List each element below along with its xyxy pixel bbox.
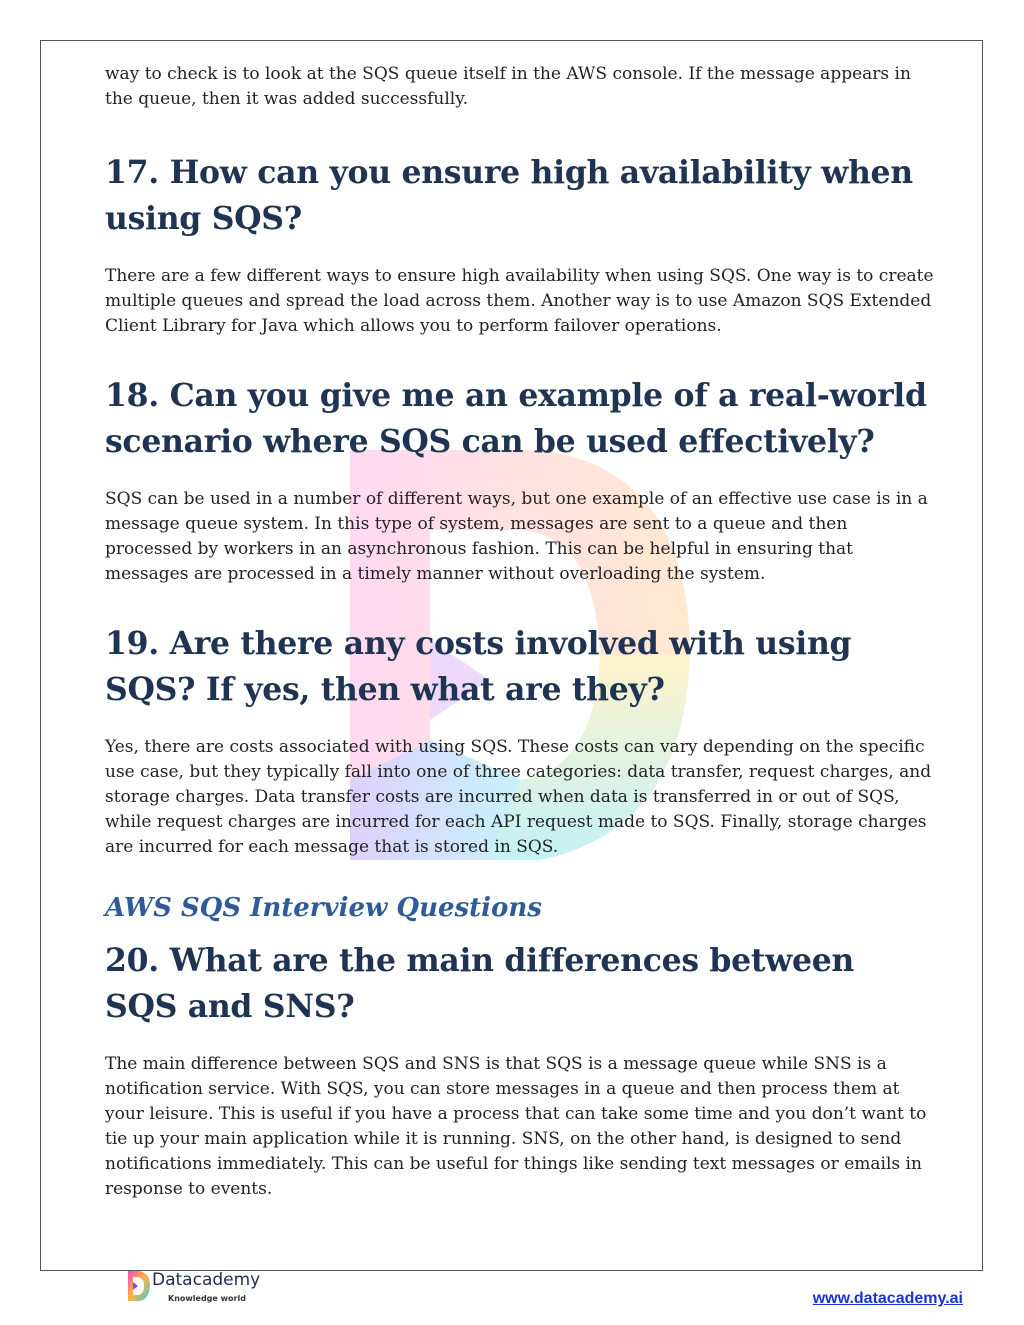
datacademy-logo-icon	[127, 1270, 151, 1302]
website-link[interactable]: www.datacademy.ai	[812, 1290, 963, 1307]
question-17-heading: 17. How can you ensure high availability when using SQS?	[105, 154, 913, 237]
page-content	[105, 62, 935, 1202]
question-20-answer: The main difference between SQS and SNS is that SQS is a message queue while SNS is a notification service. With SQS, you can store messages in a queue and then process them at your leisure. This is useful if you have a process that can take some time and you don’t want to tie up your main application while it is running. SNS, on the other hand, is designed to send notifications immediately. This can be useful for things like sending text messages or emails in response to events.	[105, 1054, 927, 1199]
intro-paragraph: way to check is to look at the SQS queue itself in the AWS console. If the message appears in the queue, then it was added successfully.	[105, 64, 911, 109]
footer-logo	[127, 1270, 267, 1310]
question-19-heading: 19. Are there any costs involved with using SQS? If yes, then what are they?	[105, 625, 852, 708]
question-20-heading: 20. What are the main differences between SQS and SNS?	[105, 942, 855, 1025]
logo-tagline: Knowledge world	[168, 1294, 246, 1303]
logo-name: Datacademy	[152, 1270, 261, 1290]
question-18-heading: 18. Can you give me an example of a real-world scenario where SQS can be used effectively?	[105, 377, 927, 460]
question-19-answer: Yes, there are costs associated with using SQS. These costs can vary depending on the specific use case, but they typically fall into one of three categories: data transfer, request charges, and storage charges. Data transfer costs are incurred when data is transferred in or out of SQS, while request charges are incurred for each API request made to SQS. Finally, storage charges are incurred for each message that is stored in SQS.	[105, 737, 932, 857]
question-18-answer: SQS can be used in a number of different ways, but one example of an effective use case is in a message queue system. In this type of system, messages are sent to a queue and then processed by workers in an asynchronous fashion. This can be helpful in ensuring that messages are processed in a timely manner without overloading the system.	[105, 489, 928, 584]
section-subheading: AWS SQS Interview Questions	[105, 893, 542, 923]
question-17-answer: There are a few different ways to ensure high availability when using SQS. One way is to create multiple queues and spread the load across them. Another way is to use Amazon SQS Extended Client Library for Java which allows you to perform failover operations.	[105, 266, 934, 336]
